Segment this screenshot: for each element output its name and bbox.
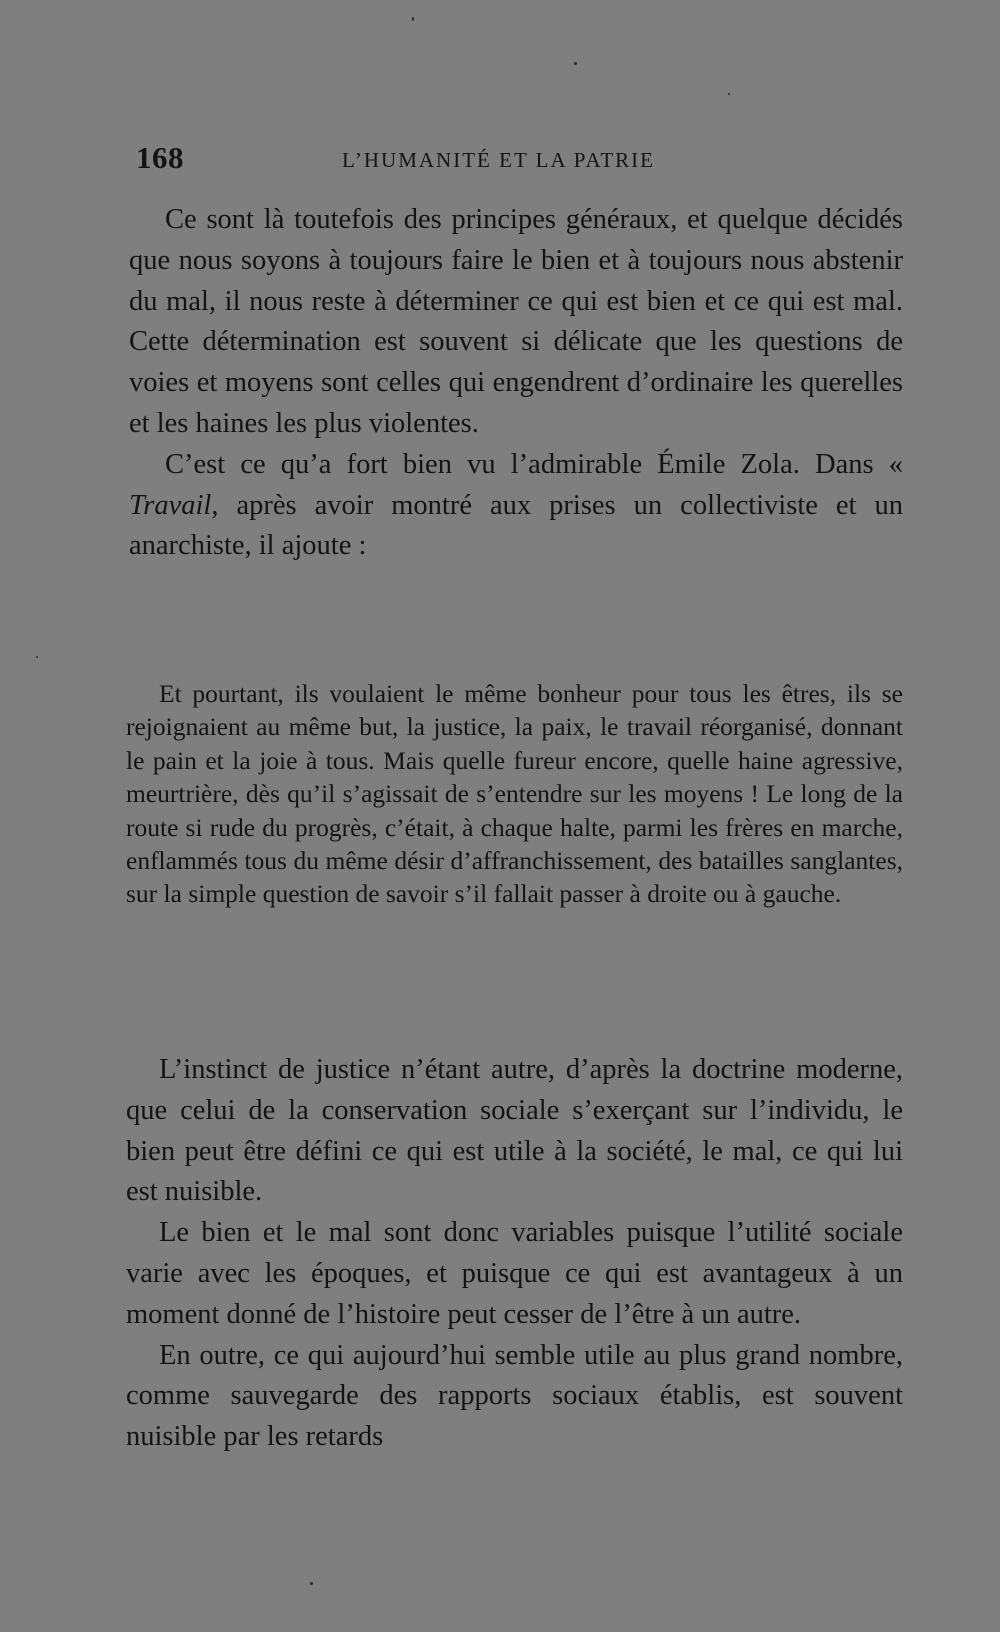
paragraph: [129, 445, 903, 567]
paragraph: Ce sont là toutefois des principes généraux, et quelque décidés que nous soyons à toujours faire le bien et à toujours nous abstenir du mal, il nous reste à déterminer ce qui est bien et ce qui est mal. Cette détermination est souvent si délicate que les questions de voies et moyens sont celles qui engendrent d’ordinaire les querelles et les haines les plus violentes.: [129, 204, 903, 439]
paragraph: En outre, ce qui aujourd’hui semble utile au plus grand nombre, comme sauvegarde des rapports sociaux établis, est souvent nuisible par les retards: [126, 1339, 903, 1453]
paragraph: L’instinct de justice n’étant autre, d’après la doctrine moderne, que celui de la conservation sociale s’exerçant sur l’individu, le bien peut être défini ce qui est utile à la société, le mal, ce qui lui est nuisible.: [126, 1054, 903, 1208]
body-text-top: [129, 200, 903, 567]
body-text-bottom: [126, 1050, 903, 1458]
paragraph-text: C’est ce qu’a fort bien vu l’admirable Émile Zola. Dans «: [165, 448, 903, 480]
paragraph-text: , après avoir montré aux prises un collectiviste et un anarchiste, il ajoute :: [129, 489, 903, 562]
page-number: 168: [136, 140, 184, 175]
block-quote: [126, 677, 903, 911]
scan-speck: [36, 656, 38, 658]
paragraph: Le bien et le mal sont donc variables puisque l’utilité sociale varie avec les époques, et puisque ce qui est avantageux à un moment donné de l’histoire peut cesser de l’être à un autre.: [126, 1217, 903, 1330]
quote-paragraph: Et pourtant, ils voulaient le même bonheur pour tous les êtres, ils se rejoignaient au même but, la justice, la paix, le travail réorganisé, donnant le pain et la joie à tous. Mais quelle fureur encore, quelle haine agressive, meurtrière, dès qu’il s’agissait de s’entendre sur les moyens ! Le long de la route si rude du progrès, c’était, à chaque halte, parmi les frères en marche, enflammés tous du même désir d’affranchissement, des batailles sanglantes, sur la simple question de savoir s’il fallait passer à droite ou à gauche.: [126, 679, 903, 909]
scan-speck: [412, 17, 414, 21]
running-head: [136, 138, 698, 178]
scan-speck: [310, 1582, 313, 1585]
scan-speck: [574, 62, 577, 65]
running-title: L’HUMANITÉ ET LA PATRIE: [342, 148, 655, 172]
scan-speck: [728, 93, 730, 95]
book-title-italic: Travail: [129, 489, 212, 521]
